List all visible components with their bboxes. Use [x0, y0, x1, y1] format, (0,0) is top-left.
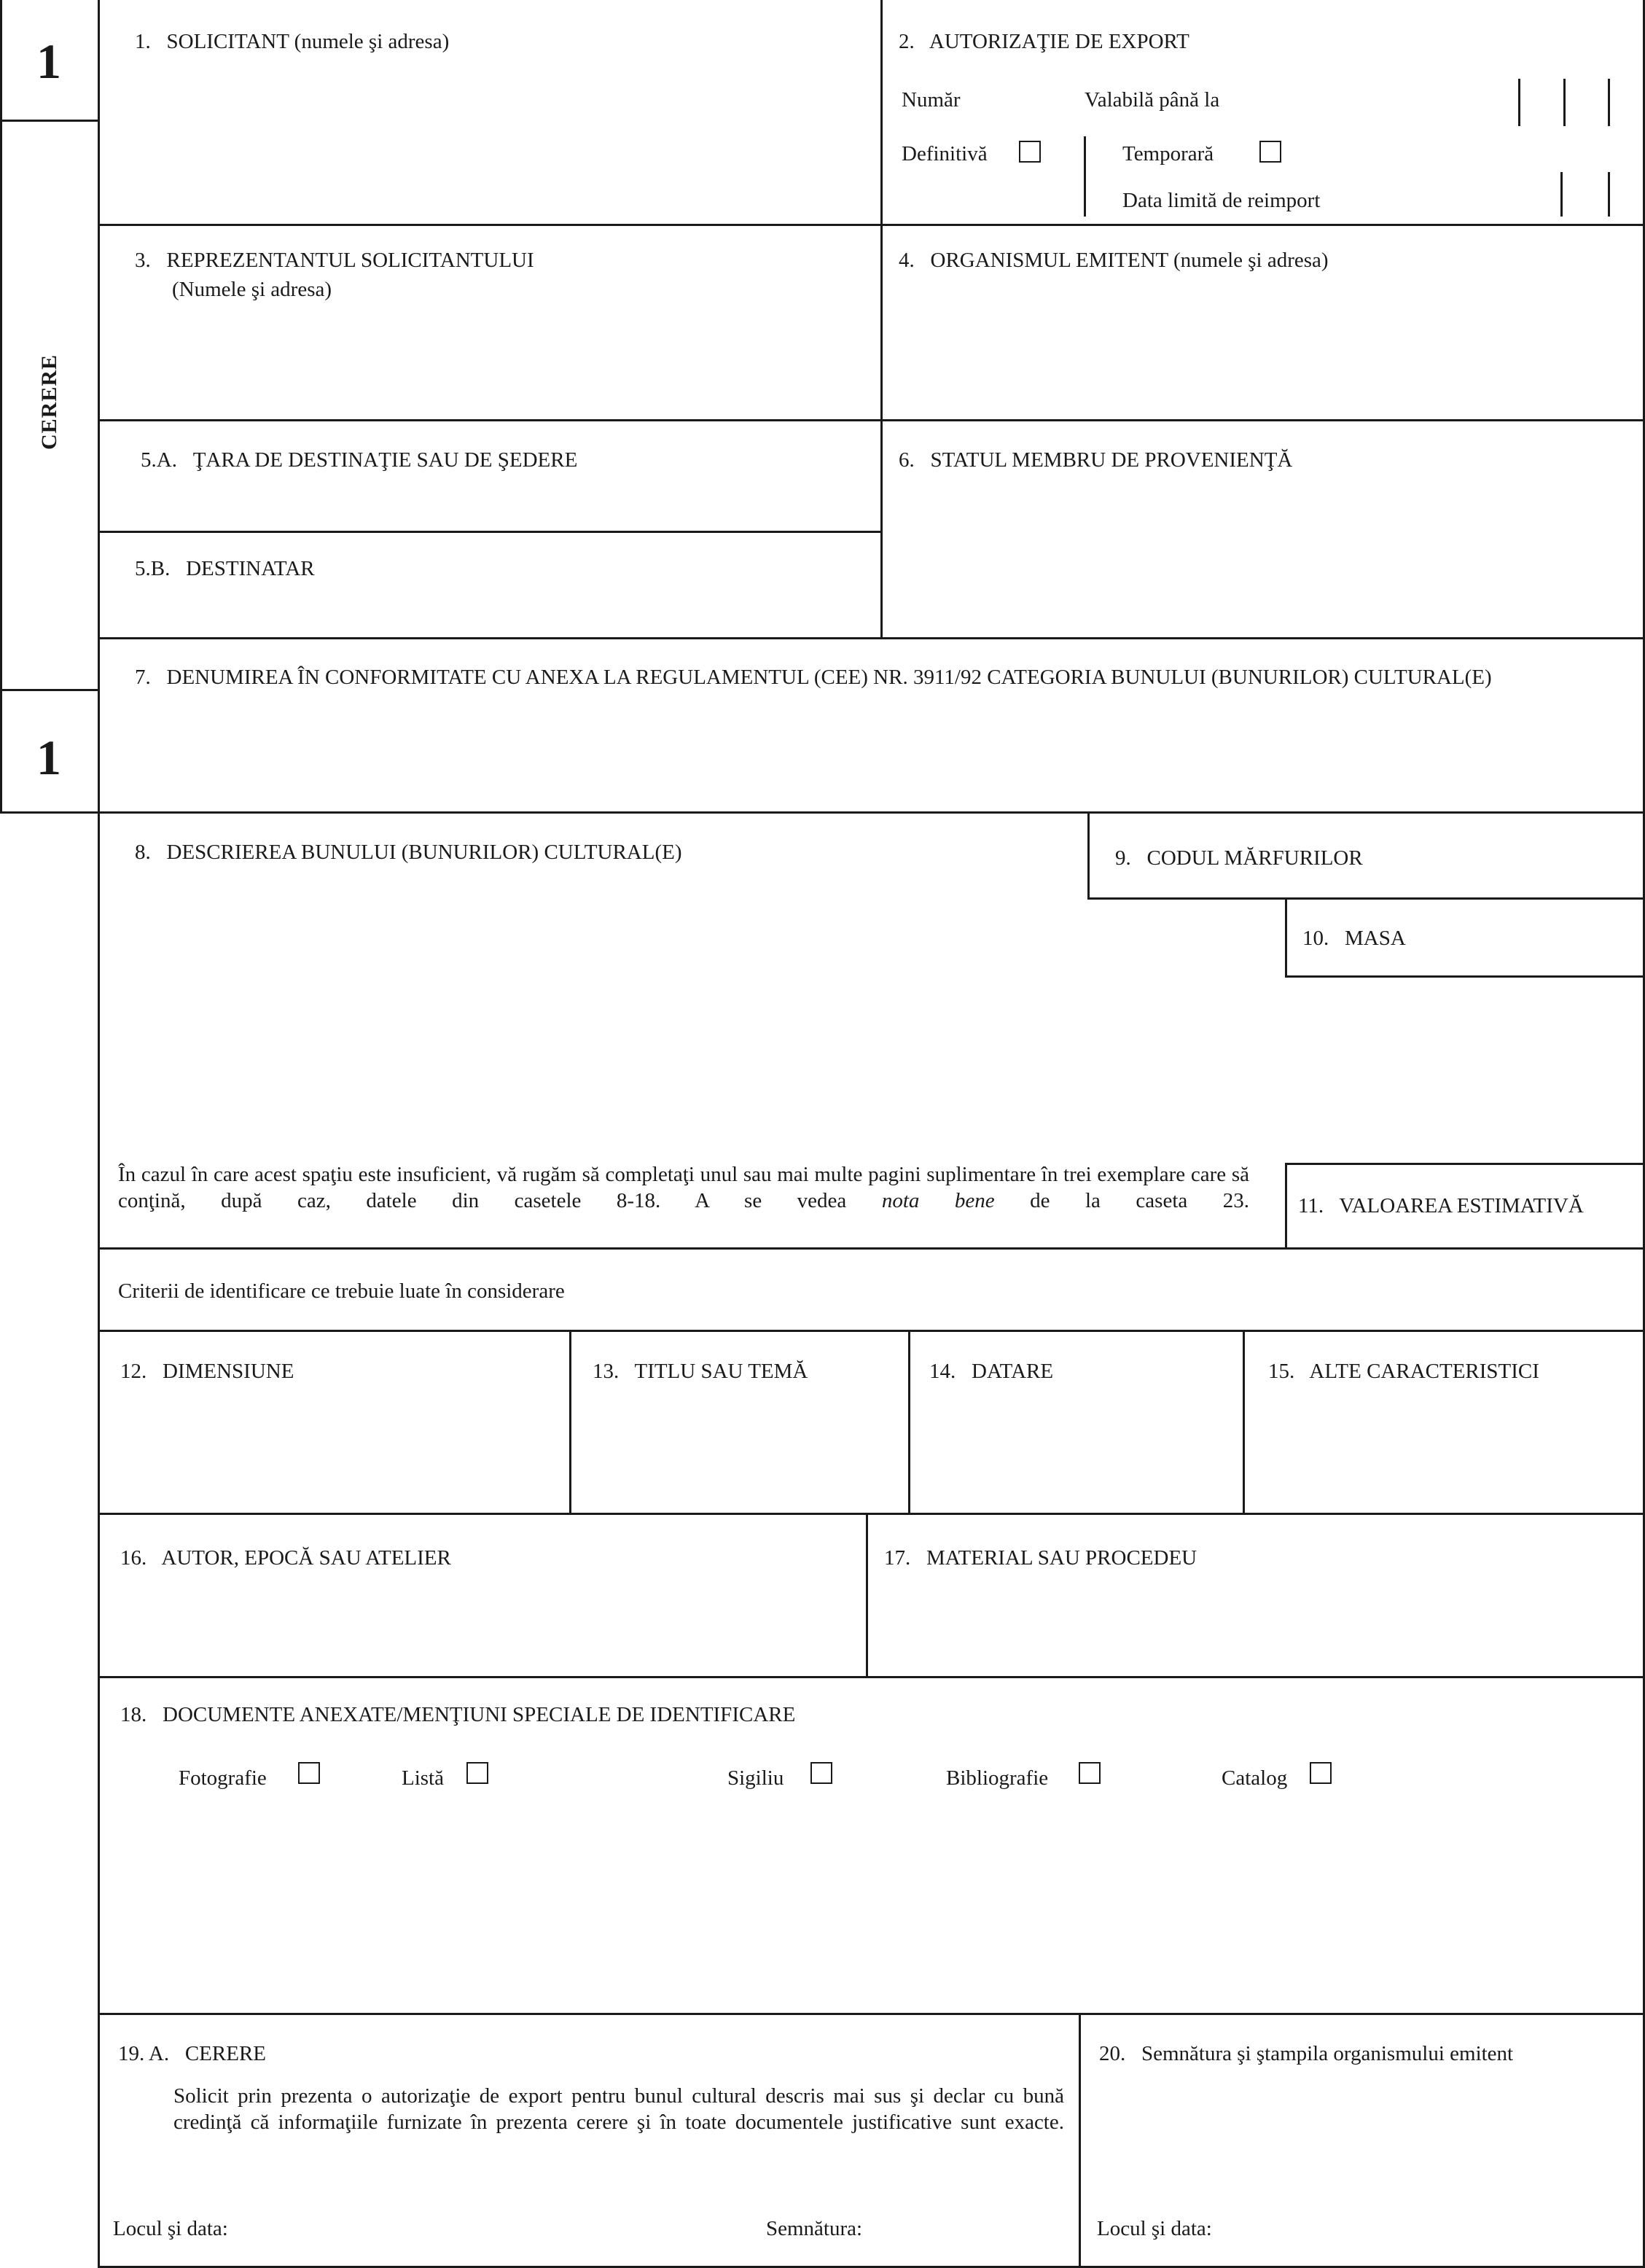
- applicant-signature-label: Semnătura:: [766, 2217, 863, 2240]
- box10-label: 10. MASA: [1302, 927, 1406, 950]
- rule: [908, 1330, 910, 1515]
- photo-checkbox[interactable]: [298, 1762, 320, 1784]
- option-photo-label: Fotografie: [179, 1766, 267, 1790]
- box1-label: 1. SOLICITANT (numele şi adresa): [135, 30, 450, 53]
- box3-sublabel: (Numele şi adresa): [172, 278, 332, 301]
- rule: [98, 1513, 1645, 1515]
- rule: [1087, 897, 1645, 900]
- box6-label: 6. STATUL MEMBRU DE PROVENIENŢĂ: [899, 448, 1293, 472]
- valid-until-label: Valabilă până la: [1085, 88, 1220, 112]
- rule: [98, 0, 100, 2268]
- rule: [1608, 79, 1610, 126]
- rule: [1285, 1163, 1645, 1165]
- box2-label: 2. AUTORIZAŢIE DE EXPORT: [899, 30, 1189, 53]
- reimport-deadline-label: Data limită de reimport: [1122, 189, 1321, 212]
- note-text-italic: nota bene: [881, 1189, 995, 1212]
- side-label: CERERE: [37, 354, 61, 450]
- rule: [1285, 897, 1287, 978]
- box15-label: 15. ALTE CARACTERISTICI: [1268, 1360, 1539, 1383]
- rule: [98, 2013, 1645, 2015]
- temporary-label: Temporară: [1122, 142, 1214, 165]
- box5b-label: 5.B. DESTINATAR: [135, 557, 315, 580]
- rule: [1243, 1330, 1245, 1515]
- option-catalog-label: Catalog: [1222, 1766, 1288, 1790]
- rule: [1087, 811, 1090, 900]
- rule: [1608, 172, 1610, 217]
- box18-label: 18. DOCUMENTE ANEXATE/MENŢIUNI SPECIALE DE IDENTIFICARE: [120, 1703, 796, 1726]
- rule: [98, 637, 1645, 639]
- rule: [98, 1676, 1645, 1678]
- rule: [98, 1247, 1645, 1250]
- rule: [1560, 172, 1563, 217]
- rule: [98, 419, 1645, 421]
- note-text-1: În cazul în care acest spaţiu este insuficient, vă rugăm să completaţi unul sau mai multe pagini suplimentare în trei exemplare care să conţină, după caz, datele din casetele 8-18. A se vedea: [118, 1163, 1249, 1212]
- box12-label: 12. DIMENSIUNE: [120, 1360, 294, 1383]
- rule: [98, 811, 1645, 814]
- box11-label: 11. VALOAREA ESTIMATIVĂ: [1298, 1194, 1584, 1217]
- criteria-label: Criterii de identificare ce trebuie luate în considerare: [118, 1279, 565, 1303]
- box3-label: 3. REPREZENTANTUL SOLICITANTULUI: [135, 249, 534, 272]
- option-bibliography-label: Bibliografie: [946, 1766, 1049, 1790]
- list-checkbox[interactable]: [466, 1762, 488, 1784]
- definitive-label: Definitivă: [902, 142, 988, 165]
- box4-label: 4. ORGANISMUL EMITENT (numele şi adresa): [899, 249, 1329, 272]
- copy-number-bottom: 1: [36, 730, 61, 785]
- issuer-place-date-label: Locul şi data:: [1097, 2217, 1212, 2240]
- declaration-text: Solicit prin prezenta o autorizaţie de export pentru bunul cultural descris mai sus şi declar cu bună credinţă că informaţiile furnizate în prezenta cerere şi în toate documentele justificative sunt exacte.: [173, 2084, 1064, 2134]
- rule: [0, 0, 2, 814]
- export-number-label: Număr: [902, 88, 961, 112]
- box20-label: 20. Semnătura şi ştampila organismului emitent: [1099, 2042, 1514, 2065]
- rule: [1285, 1163, 1287, 1250]
- box16-label: 16. AUTOR, EPOCĂ SAU ATELIER: [120, 1546, 451, 1570]
- applicant-place-date-label: Locul şi data:: [113, 2217, 228, 2240]
- box19-label: 19. A. CERERE: [118, 2042, 267, 2065]
- catalog-checkbox[interactable]: [1310, 1762, 1332, 1784]
- option-seal-label: Sigiliu: [727, 1766, 784, 1790]
- box5a-label: 5.A. ŢARA DE DESTINAŢIE SAU DE ŞEDERE: [141, 448, 578, 472]
- box8-continuation-note: [118, 1161, 1249, 1214]
- rule: [0, 811, 98, 814]
- box13-label: 13. TITLU SAU TEMĂ: [593, 1360, 808, 1383]
- option-list-label: Listă: [402, 1766, 444, 1790]
- rule: [1563, 79, 1566, 126]
- rule: [1079, 2013, 1081, 2268]
- rule: [98, 1330, 1645, 1332]
- definitive-checkbox[interactable]: [1019, 141, 1041, 163]
- note-text-2: de la caseta 23.: [994, 1189, 1249, 1212]
- rule: [866, 1513, 868, 1678]
- copy-number-top: 1: [36, 34, 61, 89]
- temporary-checkbox[interactable]: [1259, 141, 1281, 163]
- box17-label: 17. MATERIAL SAU PROCEDEU: [884, 1546, 1197, 1570]
- rule: [98, 224, 1645, 226]
- seal-checkbox[interactable]: [810, 1762, 832, 1784]
- box9-label: 9. CODUL MĂRFURILOR: [1115, 846, 1363, 870]
- rule: [1084, 136, 1086, 217]
- bibliography-checkbox[interactable]: [1079, 1762, 1101, 1784]
- rule: [98, 531, 883, 533]
- box8-label: 8. DESCRIEREA BUNULUI (BUNURILOR) CULTURAL(E): [135, 841, 682, 864]
- rule: [1285, 975, 1645, 978]
- rule: [0, 120, 98, 122]
- rule: [1518, 79, 1520, 126]
- rule: [0, 689, 98, 691]
- box7-label: 7. DENUMIREA ÎN CONFORMITATE CU ANEXA LA REGULAMENTUL (CEE) NR. 3911/92 CATEGORIA BUNULUI (BUNURILOR) CULTURAL(E): [135, 666, 1492, 689]
- box14-label: 14. DATARE: [929, 1360, 1054, 1383]
- rule: [569, 1330, 571, 1515]
- rule: [880, 0, 883, 639]
